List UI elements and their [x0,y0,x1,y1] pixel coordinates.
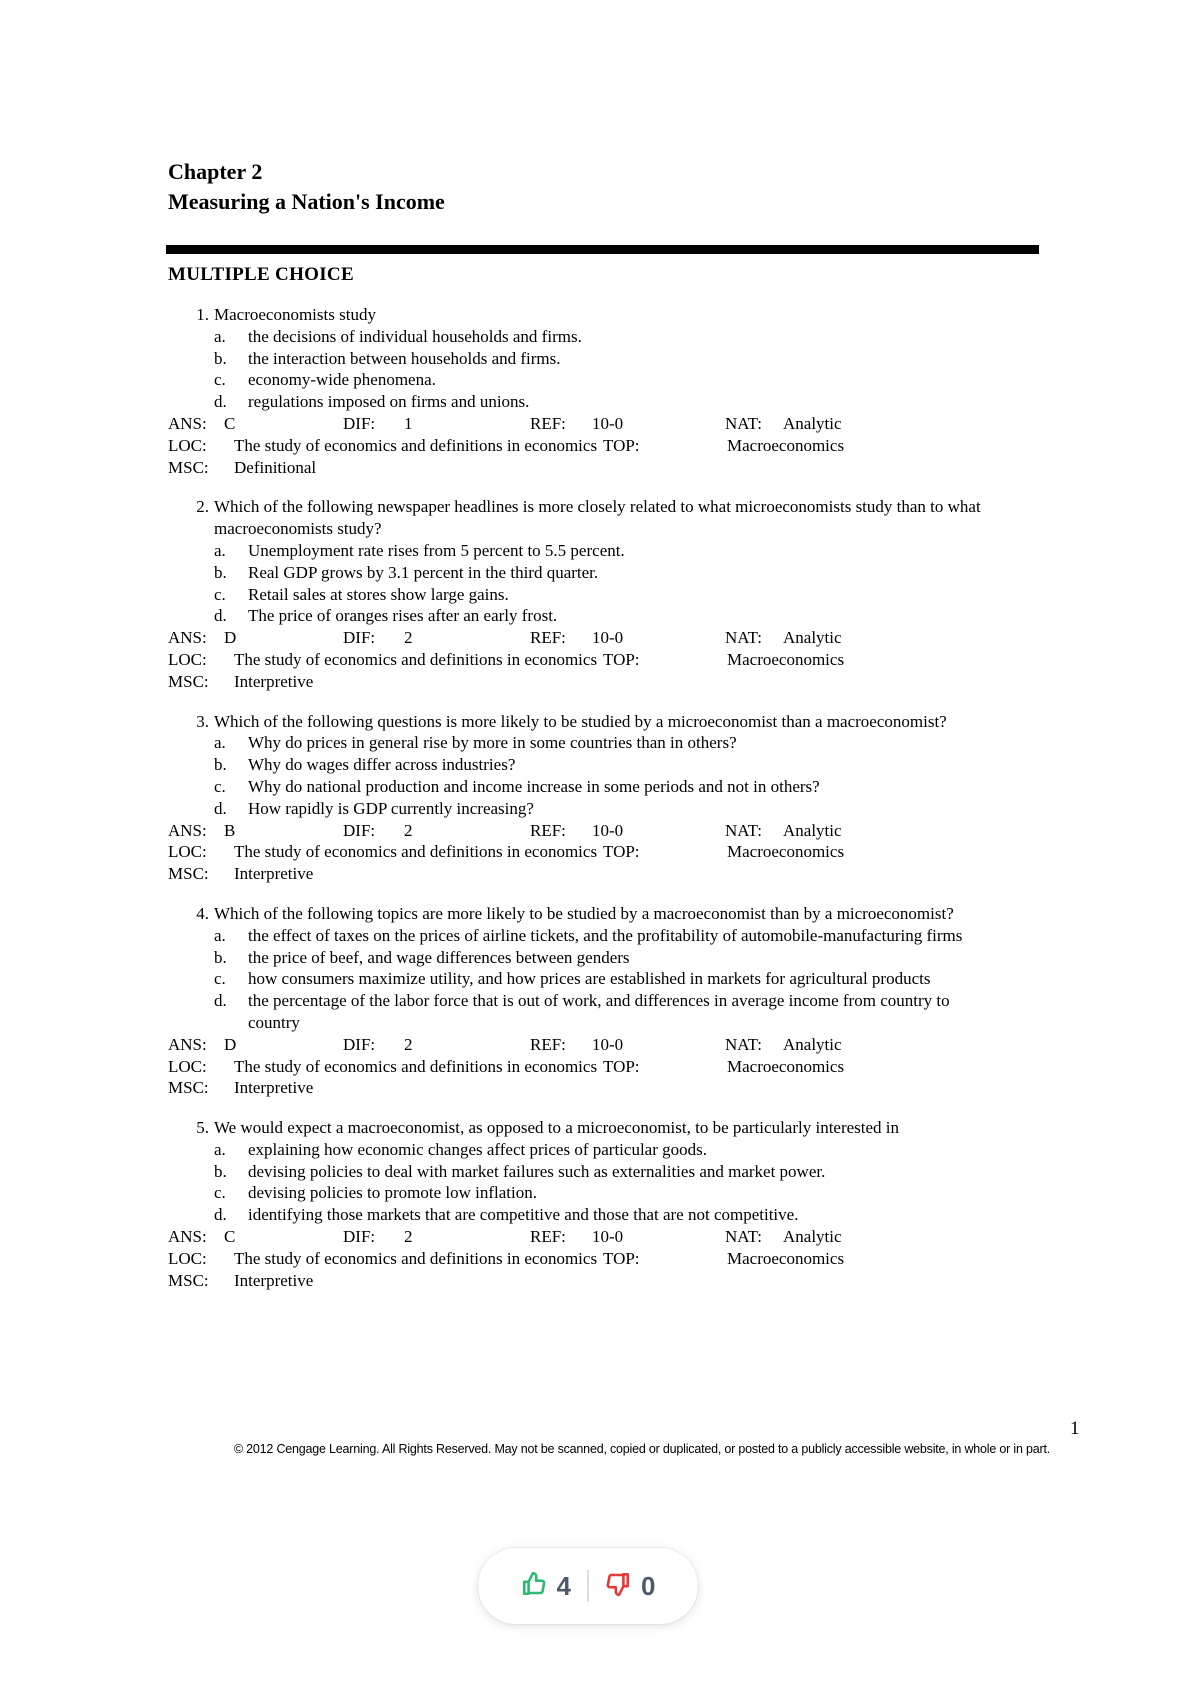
dif-value: 2 [404,1227,413,1247]
option-text: Retail sales at stores show large gains. [248,584,509,604]
option-text: Real GDP grows by 3.1 percent in the third quarter. [248,562,599,582]
msc-meta-row [168,671,1048,693]
section-heading: MULTIPLE CHOICE [168,264,354,285]
question-item [168,903,1048,1099]
top-label: TOP: [603,649,640,669]
option-letter: a. [214,925,226,945]
option-text: Why do wages differ across industries? [248,755,516,775]
answer-option [168,584,1048,606]
top-value: Macroeconomics [727,1056,845,1076]
location-meta-row [168,1056,1048,1078]
loc-value: The study of economics and definitions in economics [234,435,598,455]
ans-label: ANS: [168,413,207,433]
copyright-notice: © 2012 Cengage Learning. All Rights Reserved. May not be scanned, copied or duplicated, or posted to a publicly accessible website, in whole or in part. [233,1442,1050,1456]
nat-value: Analytic [783,413,842,433]
top-label: TOP: [603,1248,640,1268]
option-letter: d. [214,991,227,1011]
answer-meta-row [168,1034,1048,1056]
ref-label: REF: [530,1034,566,1054]
msc-meta-row [168,1270,1048,1292]
question-text: Macroeconomists study [214,305,376,324]
ans-label: ANS: [168,628,207,648]
option-text: explaining how economic changes affect prices of particular goods. [248,1139,707,1159]
option-letter: c. [214,1183,226,1203]
answer-option [168,540,1048,562]
option-text: identifying those markets that are competitive and those that are not competitive. [248,1205,799,1225]
loc-value: The study of economics and definitions in economics [234,649,598,669]
question-number: 3. [196,711,209,731]
top-label: TOP: [603,1056,640,1076]
option-text: the interaction between households and firms. [248,348,561,368]
msc-label: MSC: [168,457,209,477]
dif-label: DIF: [343,820,376,840]
location-meta-row [168,649,1048,671]
downvote-button[interactable] [605,1571,655,1602]
loc-value: The study of economics and definitions in economics [234,1248,598,1268]
ref-label: REF: [530,628,566,648]
answer-option [168,562,1048,584]
downvote-count: 0 [641,1570,656,1601]
msc-value: Definitional [234,457,317,477]
top-label: TOP: [603,842,640,862]
option-letter: c. [214,969,226,989]
thumbs-up-icon [521,1571,547,1602]
answer-option [168,925,1048,947]
page-number: 1 [1070,1418,1080,1439]
msc-meta-row [168,457,1048,479]
location-meta-row [168,841,1048,863]
dif-label: DIF: [343,1034,376,1054]
answer-meta-row [168,413,1048,435]
answer-option [168,798,1048,820]
question-item [168,496,1048,692]
loc-label: LOC: [168,1248,207,1268]
answer-option [168,968,1048,990]
dif-value: 2 [404,628,413,648]
ans-value: D [224,628,237,648]
msc-value: Interpretive [234,671,314,691]
msc-meta-row [168,863,1048,885]
question-stem [168,711,1048,733]
option-letter: d. [214,798,227,818]
answer-option [168,1139,1048,1161]
location-meta-row [168,1248,1048,1270]
nat-value: Analytic [783,1034,842,1054]
option-text: Why do prices in general rise by more in some countries than in others? [248,733,737,753]
answer-option [168,369,1048,391]
answer-option [168,732,1048,754]
vote-divider [587,1570,589,1602]
top-value: Macroeconomics [727,435,845,455]
option-letter: a. [214,733,226,753]
question-text: Which of the following questions is more likely to be studied by a microeconomist than a macroeconomist? [214,711,947,731]
option-letter: d. [214,1205,227,1225]
option-letter: a. [214,1139,226,1159]
option-letter: b. [214,1161,227,1181]
option-text: How rapidly is GDP currently increasing? [248,798,534,818]
chapter-title: Chapter 2 [168,159,263,184]
answer-option [168,754,1048,776]
nat-label: NAT: [725,820,762,840]
option-text: the effect of taxes on the prices of airline tickets, and the profitability of automobile-manufacturing firms [248,925,963,945]
dif-label: DIF: [343,1227,376,1247]
option-text: devising policies to promote low inflation. [248,1183,537,1203]
ans-label: ANS: [168,820,207,840]
question-item [168,711,1048,885]
ref-value: 10-0 [592,820,624,840]
loc-label: LOC: [168,649,207,669]
loc-label: LOC: [168,435,207,455]
ans-label: ANS: [168,1227,207,1247]
answer-option [168,1161,1048,1183]
question-stem [168,903,1048,925]
option-letter: a. [214,540,226,560]
nat-label: NAT: [725,628,762,648]
question-list [168,304,1048,1309]
ans-label: ANS: [168,1034,207,1054]
option-letter: b. [214,755,227,775]
question-text: We would expect a macroeconomist, as opposed to a microeconomist, to be particularly interested in [214,1118,900,1138]
msc-label: MSC: [168,671,209,691]
msc-label: MSC: [168,1078,209,1098]
option-text: the percentage of the labor force that is out of work, and differences in average income from country to country [248,991,950,1032]
answer-option [168,391,1048,413]
ref-label: REF: [530,413,566,433]
option-text: the decisions of individual households and firms. [248,326,582,346]
nat-value: Analytic [783,628,842,648]
loc-label: LOC: [168,842,207,862]
nat-label: NAT: [725,413,762,433]
question-number: 4. [196,903,209,923]
ref-label: REF: [530,820,566,840]
option-text: Why do national production and income increase in some periods and not in others? [248,776,820,796]
question-text: Which of the following newspaper headlines is more closely related to what microeconomists study than to what macroeconomists study? [214,497,981,539]
question-stem [168,304,1048,326]
option-text: economy-wide phenomena. [248,370,436,390]
ref-label: REF: [530,1227,566,1247]
option-text: Unemployment rate rises from 5 percent to 5.5 percent. [248,540,625,560]
ref-value: 10-0 [592,628,624,648]
dif-label: DIF: [343,628,376,648]
question-stem [168,1117,1048,1139]
loc-value: The study of economics and definitions in economics [234,1056,598,1076]
ref-value: 10-0 [592,1227,624,1247]
loc-label: LOC: [168,1056,207,1076]
dif-value: 2 [404,820,413,840]
upvote-count: 4 [556,1570,571,1601]
option-text: how consumers maximize utility, and how prices are established in markets for agricultural products [248,969,931,989]
top-label: TOP: [603,435,640,455]
nat-label: NAT: [725,1034,762,1054]
question-number: 2. [196,497,209,517]
answer-option [168,947,1048,969]
ans-value: C [224,1227,236,1247]
top-value: Macroeconomics [727,649,845,669]
ref-value: 10-0 [592,1034,624,1054]
top-value: Macroeconomics [727,842,845,862]
answer-meta-row [168,627,1048,649]
loc-value: The study of economics and definitions in economics [234,842,598,862]
nat-value: Analytic [783,820,842,840]
msc-value: Interpretive [234,864,314,884]
ref-value: 10-0 [592,413,624,433]
question-item [168,304,1048,478]
option-letter: d. [214,392,227,412]
option-letter: c. [214,776,226,796]
dif-label: DIF: [343,413,376,433]
option-letter: b. [214,348,227,368]
option-text: The price of oranges rises after an early frost. [248,606,558,626]
location-meta-row [168,435,1048,457]
answer-meta-row [168,1226,1048,1248]
heading-rule [166,245,1039,254]
option-text: regulations imposed on firms and unions. [248,392,530,412]
upvote-button[interactable] [521,1571,571,1602]
question-number: 5. [196,1118,209,1138]
msc-label: MSC: [168,1270,209,1290]
msc-value: Interpretive [234,1078,314,1098]
ans-value: D [224,1034,237,1054]
question-item [168,1117,1048,1291]
answer-option [168,1204,1048,1226]
option-text: devising policies to deal with market failures such as externalities and market power. [248,1161,826,1181]
dif-value: 2 [404,1034,413,1054]
option-letter: d. [214,606,227,626]
answer-option [168,990,1048,1034]
msc-label: MSC: [168,864,209,884]
answer-option [168,605,1048,627]
answer-option [168,326,1048,348]
msc-value: Interpretive [234,1270,314,1290]
option-text: the price of beef, and wage differences between genders [248,947,630,967]
ans-value: B [224,820,236,840]
option-letter: b. [214,947,227,967]
question-text: Which of the following topics are more likely to be studied by a macroeconomist than by a microeconomist? [214,903,954,923]
thumbs-down-icon [605,1571,631,1602]
answer-option [168,776,1048,798]
msc-meta-row [168,1077,1048,1099]
dif-value: 1 [404,413,413,433]
nat-label: NAT: [725,1227,762,1247]
chapter-subtitle: Measuring a Nation's Income [168,189,445,214]
question-stem [168,496,1048,540]
option-letter: a. [214,326,226,346]
answer-option [168,348,1048,370]
option-letter: c. [214,584,226,604]
question-number: 1. [196,305,209,324]
vote-widget [478,1548,698,1624]
top-value: Macroeconomics [727,1248,845,1268]
nat-value: Analytic [783,1227,842,1247]
option-letter: c. [214,370,226,390]
option-letter: b. [214,562,227,582]
answer-meta-row [168,820,1048,842]
ans-value: C [224,413,236,433]
answer-option [168,1182,1048,1204]
